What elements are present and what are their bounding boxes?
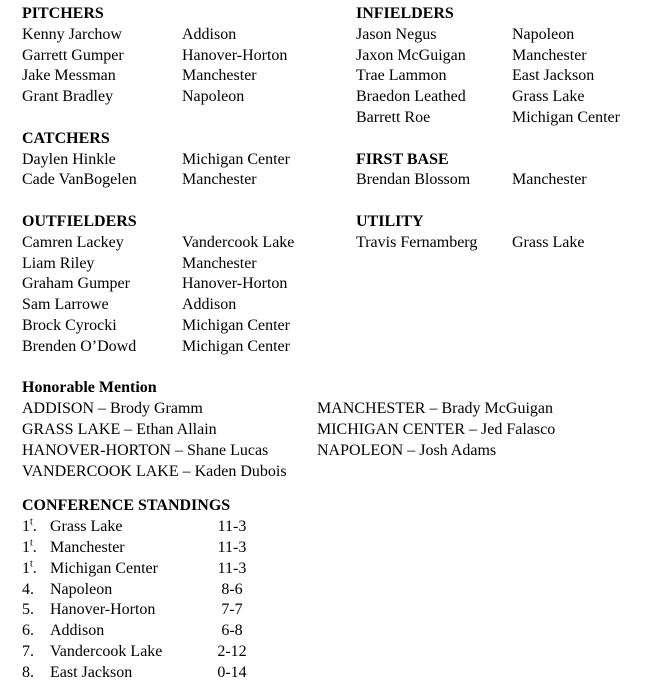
honorable-mention-entry: HANOVER-HORTON – Shane Lucas — [22, 441, 269, 459]
player-name: Brendan Blossom — [356, 171, 471, 189]
player-row — [356, 25, 659, 46]
standings-row — [22, 642, 659, 663]
honorable-mention-entry: GRASS LAKE – Ethan Allain — [22, 420, 217, 438]
honorable-mention-title: Honorable Mention — [22, 379, 157, 397]
player-row — [22, 46, 356, 67]
player-row — [22, 274, 356, 295]
player-school: Manchester — [512, 171, 587, 189]
player-row — [356, 233, 659, 254]
standings-school: Manchester — [50, 538, 125, 556]
standings-row — [22, 559, 659, 580]
roster-section-title: INFIELDERS — [356, 5, 454, 22]
player-row — [22, 295, 356, 316]
player-school: Addison — [182, 25, 237, 43]
section-gap — [22, 358, 659, 379]
player-name: Kenny Jarchow — [22, 25, 122, 43]
player-row — [22, 254, 356, 275]
standings-row — [22, 580, 659, 601]
standings-school: East Jackson — [50, 663, 133, 681]
standings-record: 11-3 — [217, 538, 247, 556]
standings-school: Napoleon — [50, 580, 113, 598]
player-name: Sam Larrowe — [22, 296, 109, 314]
player-row — [356, 108, 659, 129]
standings-school: Addison — [50, 622, 105, 640]
honorable-mention-section — [22, 378, 659, 482]
player-row — [22, 87, 356, 108]
player-school: East Jackson — [512, 67, 595, 85]
standings-record: 8-6 — [221, 580, 243, 598]
standings-title: CONFERENCE STANDINGS — [22, 497, 231, 515]
player-school: Manchester — [182, 254, 257, 272]
roster-section — [356, 4, 659, 129]
player-name: Brock Cyrocki — [22, 316, 117, 334]
roster-right-column — [356, 4, 659, 358]
player-name: Camren Lackey — [22, 233, 124, 251]
rank-superscript: t — [30, 537, 33, 549]
player-row — [22, 170, 356, 191]
standings-rows — [22, 517, 659, 683]
player-row — [356, 66, 659, 87]
player-name: Liam Riley — [22, 254, 95, 272]
honorable-mention-row — [22, 399, 659, 420]
standings-school: Hanover-Horton — [50, 601, 156, 619]
honorable-mention-entry: VANDERCOOK LAKE – Kaden Dubois — [22, 462, 287, 480]
standings-row — [22, 663, 659, 684]
roster-section — [356, 150, 659, 192]
standings-school: Grass Lake — [50, 518, 123, 536]
roster-section — [22, 4, 356, 108]
roster-section-title: UTILITY — [356, 212, 424, 230]
player-name: Grant Bradley — [22, 88, 114, 106]
player-name: Jake Messman — [22, 67, 116, 85]
player-row — [22, 316, 356, 337]
standings-school: Vandercook Lake — [50, 642, 163, 660]
honorable-mention-row — [22, 462, 659, 483]
standings-row — [22, 621, 659, 642]
standings-rank: 7. — [22, 642, 34, 660]
standings-row — [22, 538, 659, 559]
roster-section-title: OUTFIELDERS — [22, 212, 137, 230]
player-school: Hanover-Horton — [182, 275, 288, 293]
rank-superscript: t — [30, 558, 33, 570]
standings-rank: 1$^t$. — [22, 516, 37, 536]
roster-section — [22, 129, 356, 191]
standings-rank: 8. — [22, 663, 34, 681]
roster-section-title: PITCHERS — [22, 5, 104, 22]
player-school: Manchester — [512, 46, 587, 64]
roster-section-title: CATCHERS — [22, 129, 110, 147]
standings-record: 6-8 — [221, 622, 243, 640]
standings-rank: 1$^t$. — [22, 537, 37, 556]
standings-record: 2-12 — [217, 642, 247, 660]
player-name: Garrett Gumper — [22, 46, 124, 64]
player-row — [22, 25, 356, 46]
player-name: Brenden O’Dowd — [22, 337, 137, 355]
player-school: Manchester — [182, 67, 257, 85]
honorable-mention-entry: MICHIGAN CENTER – Jed Falasco — [317, 420, 556, 438]
player-name: Cade VanBogelen — [22, 171, 137, 189]
section-gap — [22, 482, 659, 496]
standings-record: 11-3 — [217, 559, 247, 577]
player-school: Vandercook Lake — [182, 233, 295, 251]
standings-record: 0-14 — [217, 663, 247, 681]
roster-section-title: FIRST BASE — [356, 150, 449, 168]
player-school: Grass Lake — [512, 233, 585, 251]
standings-rank: 5. — [22, 601, 34, 619]
player-school: Napoleon — [512, 25, 575, 43]
standings-record: 11-3 — [217, 518, 247, 536]
player-row — [22, 150, 356, 171]
honorable-mention-entry: MANCHESTER – Brady McGuigan — [317, 400, 553, 418]
player-school: Michigan Center — [182, 150, 290, 168]
player-school: Grass Lake — [512, 88, 585, 106]
roster-left-column — [22, 4, 356, 358]
player-name: Braedon Leathed — [356, 88, 466, 106]
roster-section — [22, 212, 356, 358]
honorable-mention-entry: ADDISON – Brody Gramm — [22, 400, 203, 418]
player-row — [356, 46, 659, 67]
standings-row — [22, 600, 659, 621]
rank-superscript: t — [30, 516, 33, 528]
honorable-mention-rows — [22, 399, 659, 482]
player-school: Napoleon — [182, 88, 245, 106]
standings-row — [22, 517, 659, 538]
roster-section — [356, 212, 659, 254]
player-school: Addison — [182, 296, 237, 314]
player-school: Michigan Center — [182, 316, 290, 334]
player-row — [22, 337, 356, 358]
player-school: Hanover-Horton — [182, 46, 288, 64]
player-row — [22, 233, 356, 254]
player-name: Jason Negus — [356, 25, 437, 43]
standings-rank: 4. — [22, 580, 34, 598]
standings-rank: 1$^t$. — [22, 558, 37, 577]
player-school: Michigan Center — [512, 108, 620, 126]
honorable-mention-row — [22, 420, 659, 441]
player-row — [22, 66, 356, 87]
player-name: Barrett Roe — [356, 108, 431, 126]
player-row — [356, 87, 659, 108]
standings-rank: 6. — [22, 622, 34, 640]
player-name: Travis Fernamberg — [356, 233, 478, 251]
player-row — [356, 170, 659, 191]
player-name: Graham Gumper — [22, 275, 130, 293]
standings-record: 7-7 — [221, 601, 243, 619]
standings-school: Michigan Center — [50, 559, 158, 577]
player-name: Daylen Hinkle — [22, 150, 116, 168]
standings-section — [22, 496, 659, 683]
player-name: Trae Lammon — [356, 67, 447, 85]
honorable-mention-entry: NAPOLEON – Josh Adams — [317, 441, 497, 459]
player-name: Jaxon McGuigan — [356, 46, 466, 64]
player-school: Manchester — [182, 171, 257, 189]
roster-area — [22, 4, 659, 358]
honorable-mention-row — [22, 441, 659, 462]
player-school: Michigan Center — [182, 337, 290, 355]
